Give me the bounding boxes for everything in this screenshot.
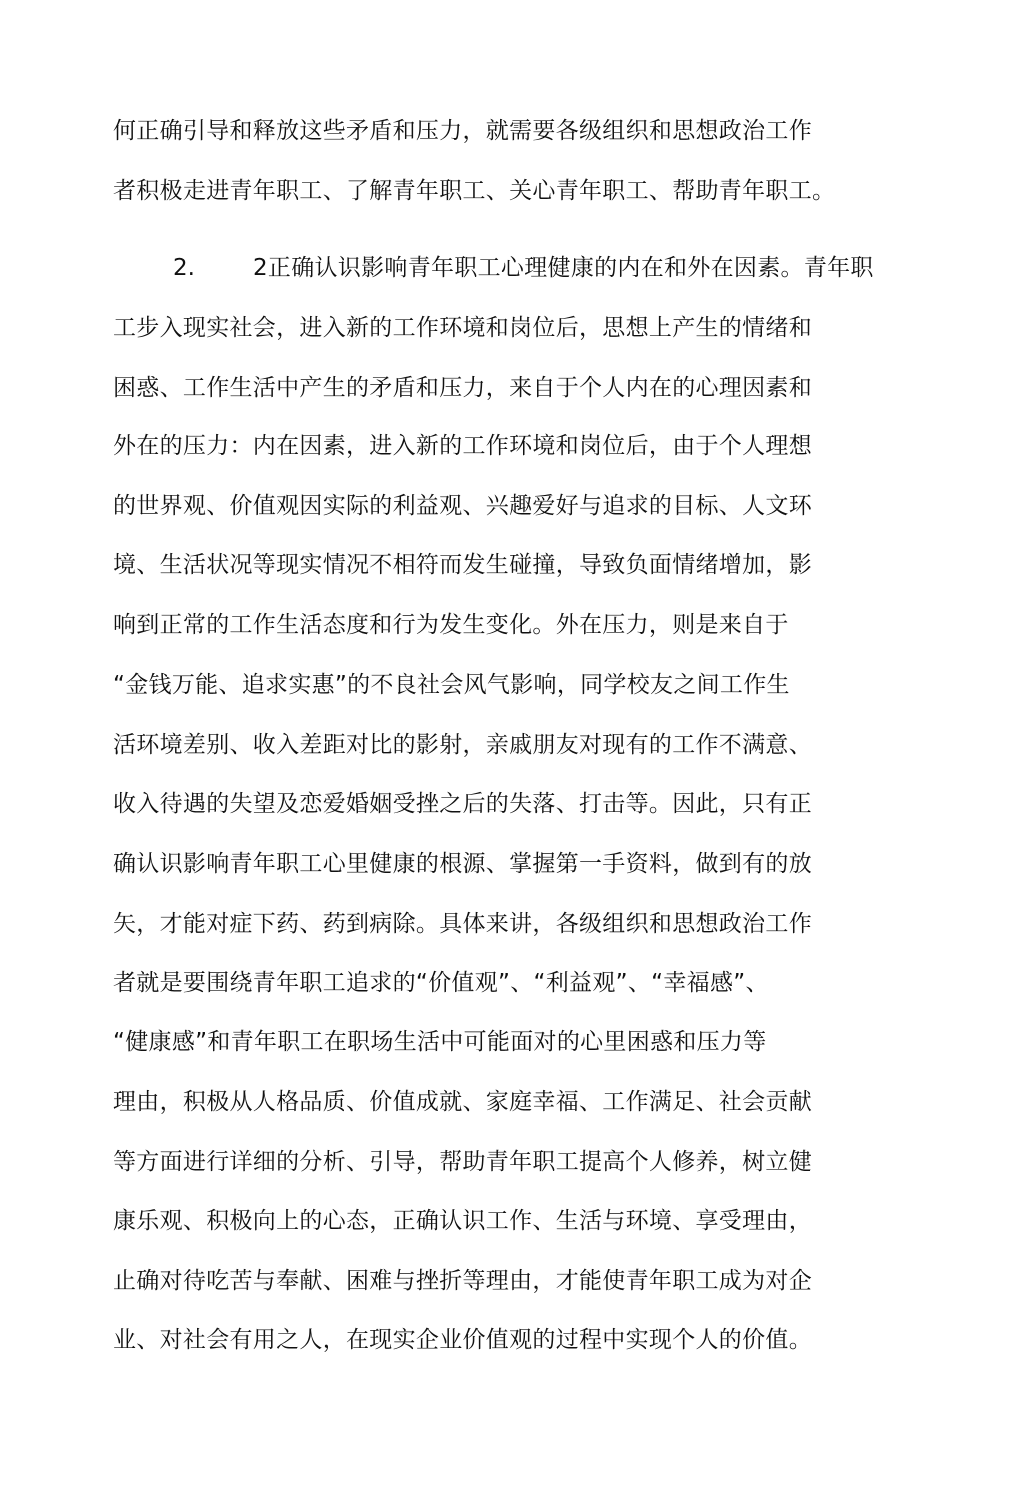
paragraph-line: 收入待遇的失望及恋爱婚姻受挫之后的失落、打击等。因此，只有正: [113, 791, 812, 817]
paragraph-line: 何正确引导和释放这些矛盾和压力，就需要各级组织和思想政治工作: [113, 118, 812, 144]
paragraph-line: 外在的压力：内在因素，进入新的工作环境和岗位后，由于个人理想: [113, 433, 812, 459]
paragraph-line: 的世界观、价值观因实际的利益观、兴趣爱好与追求的目标、人文环: [113, 493, 812, 519]
paragraph-line: “金钱万能、追求实惠”的不良社会风气影响，同学校友之间工作生: [113, 672, 790, 698]
paragraph-line: 止确对待吃苦与奉献、困难与挫折等理由，才能使青年职工成为对企: [113, 1268, 812, 1294]
paragraph-line: 理由，积极从人格品质、价值成就、家庭幸福、工作满足、社会贡献: [113, 1089, 812, 1115]
paragraph-line: “健康感”和青年职工在职场生活中可能面对的心里困惑和压力等: [113, 1029, 767, 1055]
section-number: 2.: [173, 255, 195, 281]
paragraph-line: 活环境差别、收入差距对比的影射，亲戚朋友对现有的工作不满意、: [113, 732, 812, 758]
paragraph-line: 境、生活状况等现实情况不相符而发生碰撞，导致负面情绪增加，影: [113, 552, 812, 578]
paragraph-line: 等方面进行详细的分析、引导，帮助青年职工提高个人修养，树立健: [113, 1149, 812, 1175]
paragraph-line: 者积极走进青年职工、了解青年职工、关心青年职工、帮助青年职工。: [113, 178, 836, 204]
paragraph-line: 者就是要围绕青年职工追求的“价值观”、“利益观”、“幸福感”、: [113, 970, 769, 996]
paragraph-line: 工步入现实社会，进入新的工作环境和岗位后，思想上产生的情绪和: [113, 315, 812, 341]
paragraph-line: 响到正常的工作生活态度和行为发生变化。外在压力，则是来自于: [113, 612, 789, 638]
section-heading-line: 2正确认识影响青年职工心理健康的内在和外在因素。青年职: [253, 255, 874, 281]
paragraph-line: 确认识影响青年职工心里健康的根源、掌握第一手资料，做到有的放: [113, 851, 812, 877]
paragraph-line: 矢，才能对症下药、药到病除。具体来讲，各级组织和思想政治工作: [113, 911, 812, 937]
paragraph-line: 康乐观、积极向上的心态，正确认识工作、生活与环境、享受理由，: [113, 1208, 812, 1234]
paragraph-line: 业、对社会有用之人，在现实企业价值观的过程中实现个人的价值。: [113, 1327, 812, 1353]
paragraph-line: 困惑、工作生活中产生的矛盾和压力，来自于个人内在的心理因素和: [113, 375, 812, 401]
